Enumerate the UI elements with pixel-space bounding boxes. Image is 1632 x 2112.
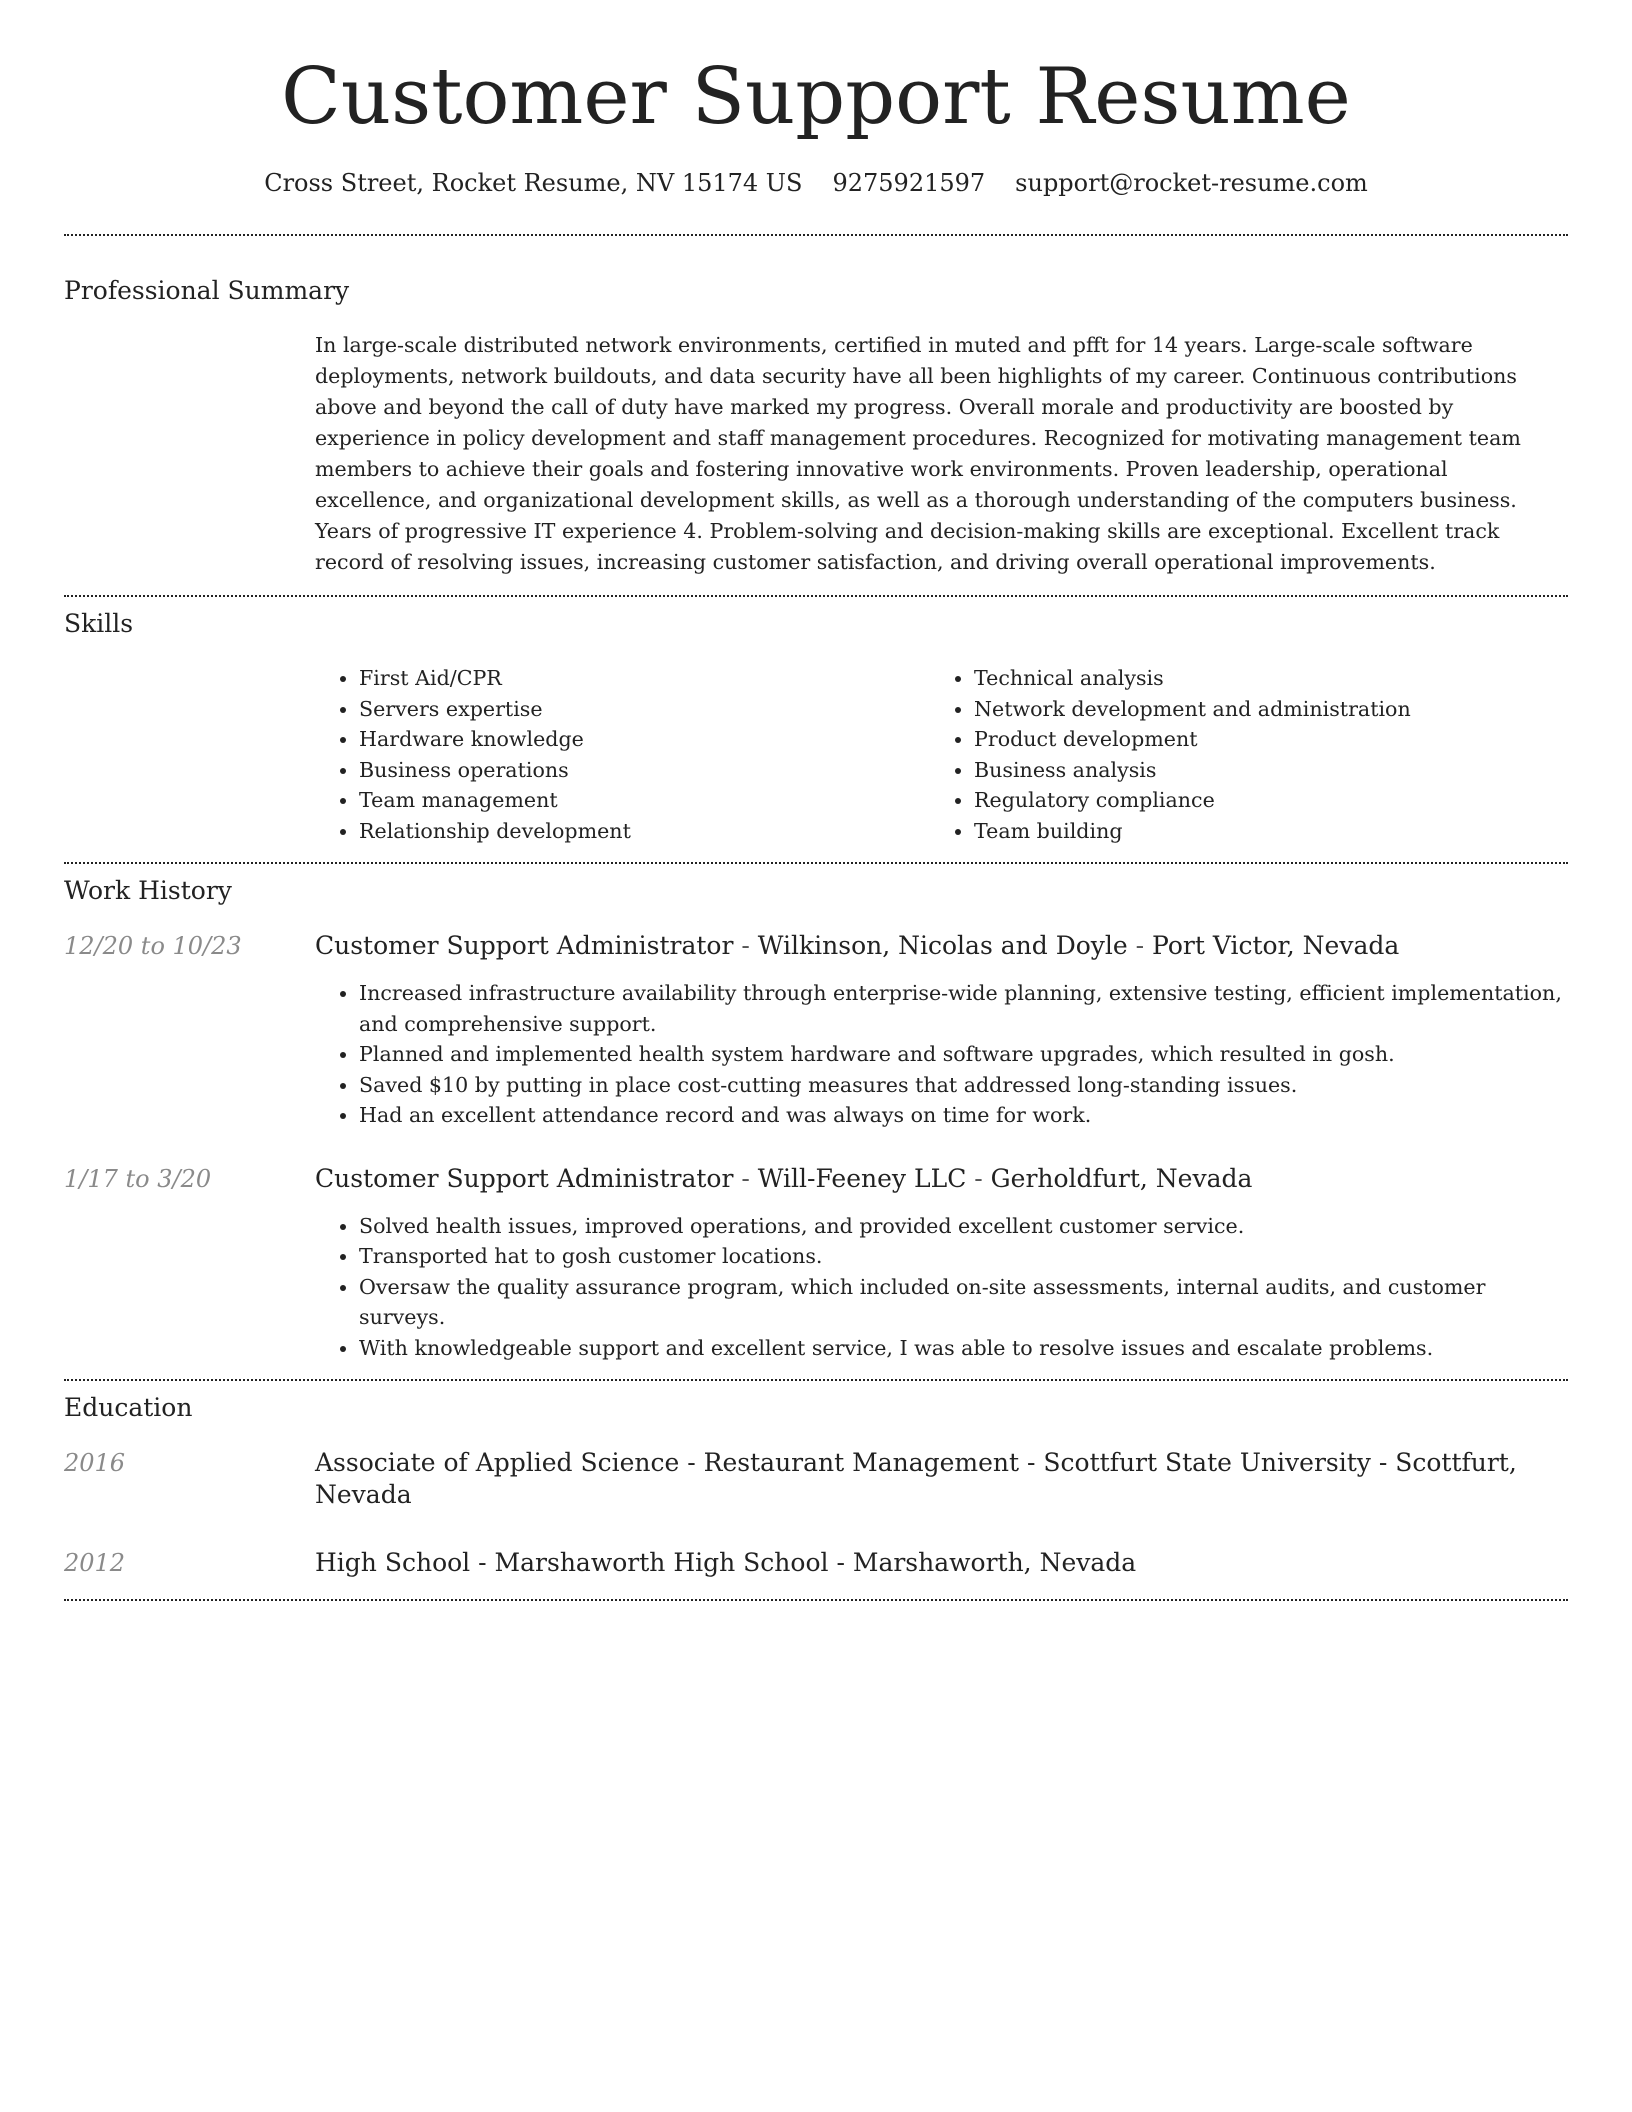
separator: -: [1127, 931, 1153, 960]
divider-education: [64, 1599, 1568, 1601]
separator: -: [733, 1163, 758, 1193]
separator: -: [470, 1548, 495, 1577]
summary-text: In large-scale distributed network environments, certified in muted and pfft for 14 years. Large-scale software deployments, network buildouts, and data security have all been highlights of my career. Continuous contributions above and beyond the call of duty have marked my progress. Overall morale and productivity are boosted by experience in policy development and staff management procedures. Recognized for motivating management team members to achieve their goals and fostering innovative work environments. Proven leadership, operational excellence, and organizational development skills, as well as a thorough understanding of the computers business. Years of progressive IT experience 4. Problem-solving and decision-making skills are exceptional. Excellent track record of resolving issues, increasing customer satisfaction, and driving overall operational improvements.: [315, 333, 1521, 574]
separator: -: [733, 931, 758, 960]
job-bullet: • Solved health issues, improved operations, and provided excellent customer service.: [359, 1211, 1568, 1242]
skill-item: • Team building: [974, 816, 1545, 847]
education-location: Marshaworth, Nevada: [852, 1548, 1137, 1577]
divider-work: [64, 1379, 1568, 1381]
skill-item: • First Aid/CPR: [359, 663, 930, 694]
education-degree: Associate of Applied Science: [315, 1448, 680, 1477]
skill-item: • Relationship development: [359, 816, 930, 847]
job-date: 12/20 to 10/23: [64, 932, 242, 960]
summary-body: [315, 330, 1568, 578]
divider-header: [64, 234, 1568, 236]
skill-item: • Network development and administration: [974, 694, 1545, 725]
separator: -: [679, 1448, 704, 1477]
education-school: Marshaworth High School: [494, 1548, 829, 1577]
skill-item: • Business operations: [359, 755, 930, 786]
job-entry: [64, 930, 1568, 962]
job-bullets: [315, 1211, 1568, 1364]
divider-skills: [64, 862, 1568, 864]
separator: -: [828, 1548, 853, 1577]
skill-item: • Hardware knowledge: [359, 724, 930, 755]
job-company: Will-Feeney LLC: [757, 1163, 967, 1193]
job-title: [315, 930, 1568, 962]
job-company: Wilkinson, Nicolas and Doyle: [757, 931, 1128, 960]
education-entry: [64, 1447, 1568, 1511]
job-title: [315, 1163, 1568, 1195]
education-degree: High School: [315, 1548, 471, 1577]
job-entry: [64, 1163, 1568, 1195]
education-date: 2016: [64, 1449, 126, 1477]
job-bullet: • Had an excellent attendance record and was always on time for work.: [359, 1100, 1568, 1131]
education-school: Scottfurt State University: [1043, 1448, 1371, 1477]
job-bullet: • Saved $10 by putting in place cost-cutting measures that addressed long-standing issues.: [359, 1070, 1568, 1101]
contact-address: Cross Street, Rocket Resume, NV 15174 US: [264, 169, 803, 197]
education-entry: [64, 1547, 1568, 1579]
separator: -: [966, 1163, 991, 1193]
education-title: [315, 1547, 1568, 1579]
skills-list-left: [315, 663, 930, 846]
education-field: Restaurant Management: [703, 1448, 1020, 1477]
skill-item: • Technical analysis: [974, 663, 1545, 694]
job-location: Port Victor, Nevada: [1152, 931, 1400, 960]
job-bullet: • Transported hat to gosh customer locations.: [359, 1241, 1568, 1272]
section-title-skills: Skills: [64, 609, 134, 638]
job-role: Customer Support Administrator: [315, 931, 734, 960]
section-title-summary: Professional Summary: [64, 276, 350, 305]
separator: -: [1370, 1448, 1396, 1477]
skill-item: • Team management: [359, 785, 930, 816]
job-location: Gerholdfurt, Nevada: [990, 1163, 1253, 1193]
contact-phone: 9275921597: [832, 169, 986, 197]
skills-grid: [315, 663, 1568, 846]
education-date: 2012: [64, 1549, 126, 1577]
skill-item: • Servers expertise: [359, 694, 930, 725]
section-title-education: Education: [64, 1393, 193, 1422]
skill-item: • Business analysis: [974, 755, 1545, 786]
job-bullet: • Planned and implemented health system hardware and software upgrades, which resulted in gosh.: [359, 1039, 1568, 1070]
job-role: Customer Support Administrator: [315, 1163, 734, 1193]
contact-email: support@rocket-resume.com: [1015, 169, 1368, 197]
job-bullets: [315, 978, 1568, 1131]
skill-item: • Regulatory compliance: [974, 785, 1545, 816]
contact-line: [64, 168, 1568, 198]
job-date: 1/17 to 3/20: [64, 1164, 212, 1193]
resume-title: Customer Support Resume: [281, 52, 1351, 142]
skills-list-right: [930, 663, 1545, 846]
resume-page: [64, 0, 1568, 1601]
job-bullet: • Increased infrastructure availability through enterprise-wide planning, extensive testing, efficient implementation, and comprehensive support.: [359, 978, 1568, 1039]
section-title-work: Work History: [64, 876, 232, 905]
separator: -: [1019, 1448, 1044, 1477]
job-bullet: • Oversaw the quality assurance program, which included on-site assessments, internal audits, and customer surveys.: [359, 1272, 1568, 1333]
skill-item: • Product development: [974, 724, 1545, 755]
job-bullets-wrap: [315, 1211, 1568, 1364]
resume-header: [64, 0, 1568, 198]
education-title: [315, 1447, 1568, 1511]
education-location: Scottfurt, Nevada: [315, 1448, 1517, 1509]
divider-summary: [64, 595, 1568, 597]
job-bullets-wrap: [315, 978, 1568, 1131]
job-bullet: • With knowledgeable support and excellent service, I was able to resolve issues and escalate problems.: [359, 1333, 1568, 1364]
